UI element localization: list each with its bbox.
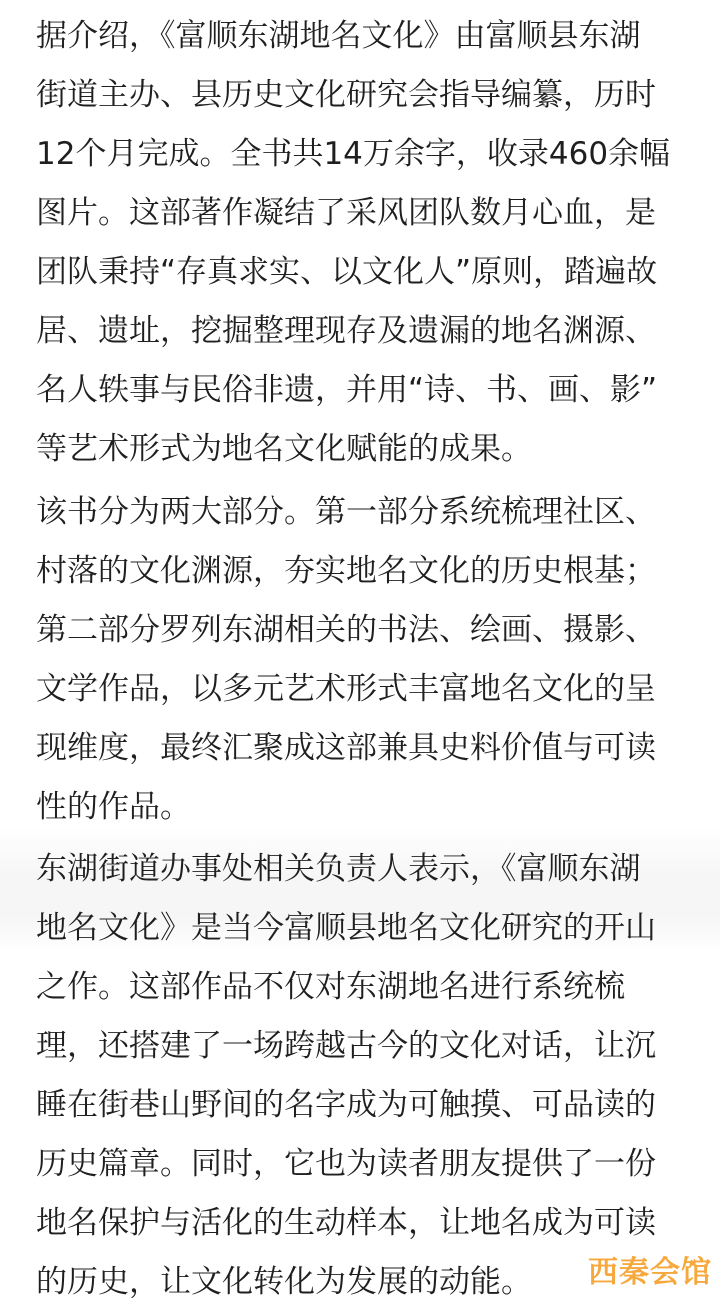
text-line: 性的作品。: [36, 789, 191, 825]
watermark-logo: 西秦会馆: [588, 1255, 712, 1290]
text-line: 地名保护与活化的生动样本，让地名成为可读: [36, 1205, 656, 1241]
text-line: 现维度，最终汇聚成这部兼具史料价值与可读: [36, 730, 656, 766]
text-line: 街道主办、县历史文化研究会指导编纂，历时: [36, 77, 656, 113]
paragraph-intro: [36, 7, 696, 479]
text-line: 等艺术形式为地名文化赋能的成果。: [36, 431, 532, 467]
text-line: 的历史，让文化转化为发展的动能。: [36, 1264, 532, 1300]
text-line: 该书分为两大部分。第一部分系统梳理社区、: [36, 494, 656, 530]
text-line: 第二部分罗列东湖相关的书法、绘画、摄影、: [36, 612, 656, 648]
text-line: 文学作品，以多元艺术形式丰富地名文化的呈: [36, 671, 656, 707]
text-line: 地名文化》是当今富顺县地名文化研究的开山: [36, 910, 656, 946]
text-line: 图片。这部著作凝结了采风团队数月心血，是: [36, 195, 656, 231]
text-line: 团队秉持“存真求实、以文化人”原则，踏遍故: [36, 254, 658, 290]
text-line: 历史篇章。同时，它也为读者朋友提供了一份: [36, 1146, 656, 1182]
text-line: 据介绍，《富顺东湖地名文化》由富顺县东湖: [36, 18, 641, 54]
text-line: 12个月完成。全书共14万余字，收录460余幅: [36, 136, 671, 172]
text-line: 东湖街道办事处相关负责人表示，《富顺东湖: [36, 851, 641, 887]
text-line: 名人轶事与民俗非遗，并用“诗、书、画、影”: [36, 372, 658, 408]
text-line: 理，还搭建了一场跨越古今的文化对话，让沉: [36, 1028, 656, 1064]
paragraph-statement: [36, 840, 696, 1312]
text-line: 睡在街巷山野间的名字成为可触摸、可品读的: [36, 1087, 656, 1123]
text-line: 之作。这部作品不仅对东湖地名进行系统梳: [36, 969, 625, 1005]
text-line: 居、遗址，挖掘整理现存及遗漏的地名渊源、: [36, 313, 656, 349]
paragraph-structure: [36, 483, 696, 837]
text-line: 村落的文化渊源，夯实地名文化的历史根基；: [36, 553, 656, 589]
